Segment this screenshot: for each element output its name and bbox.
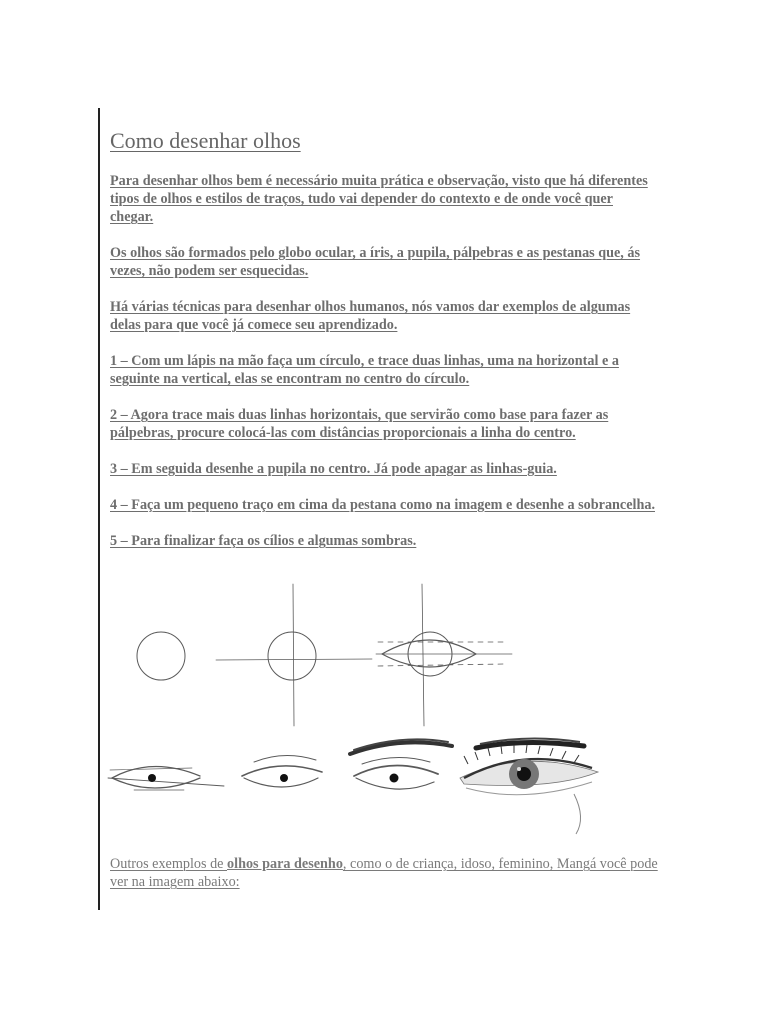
intro-paragraph: [110, 172, 658, 226]
eye-drawing-steps-illustration: [104, 578, 624, 840]
step-3-eyelid-guides-sketch: [376, 584, 512, 726]
anatomy-paragraph-text: Os olhos são formados pelo globo ocular, a íris, a pupila, pálpebras e as pestanas que, ás vezes, não podem ser esquecidas.: [110, 245, 641, 279]
step-3: [110, 460, 658, 478]
step-1-text: 1 – Com um lápis na mão faça um círculo, e trace duas linhas, uma na horizontal e a seguinte na vertical, elas se encontram no centro do círculo.: [110, 353, 619, 387]
step-1: [110, 352, 658, 388]
techniques-paragraph: [110, 298, 658, 334]
intro-paragraph-text: Para desenhar olhos bem é necessário muita prática e observação, visto que há diferentes tipos de olhos e estilos de traços, tudo vai depender do contexto e de onde você quer chegar.: [110, 173, 648, 225]
techniques-paragraph-text: Há várias técnicas para desenhar olhos humanos, nós vamos dar exemplos de algumas delas para que você já comece seu aprendizado.: [110, 299, 631, 333]
step-5: [110, 532, 658, 550]
step-5-eye-outline-sketch: [242, 755, 322, 787]
step-6-eyebrow-sketch: [350, 739, 452, 789]
step-4-pupil-sketch: [108, 766, 224, 790]
step-2: [110, 406, 658, 442]
step-4: [110, 496, 658, 514]
page-margin-rule: [98, 108, 100, 910]
document-body: [110, 126, 658, 568]
step-3-text: 3 – Em seguida desenhe a pupila no centro. Já pode apagar as linhas-guia.: [110, 461, 557, 477]
step-1-circle-sketch: [137, 632, 185, 680]
step-2-text: 2 – Agora trace mais duas linhas horizontais, que servirão como base para fazer as pálpebras, procure colocá-las com distâncias proporcionais a linha do centro.: [110, 407, 609, 441]
step-2-crosshair-sketch: [216, 584, 372, 726]
page-title: Como desenhar olhos: [110, 128, 301, 153]
other-examples-suffix: , como o de criança, idoso, feminino, Mangá você pode ver na imagem abaixo:: [110, 856, 658, 890]
step-7-shaded-eye-sketch: [460, 738, 598, 834]
step-4-text: 4 – Faça um pequeno traço em cima da pestana como na imagem e desenhe a sobrancelha.: [110, 497, 655, 513]
other-examples-paragraph: [110, 855, 658, 891]
other-examples-bold-link[interactable]: olhos para desenho: [227, 856, 343, 872]
other-examples-prefix: Outros exemplos de: [110, 856, 228, 872]
anatomy-paragraph: [110, 244, 658, 280]
step-5-text: 5 – Para finalizar faça os cílios e algumas sombras.: [110, 533, 417, 549]
